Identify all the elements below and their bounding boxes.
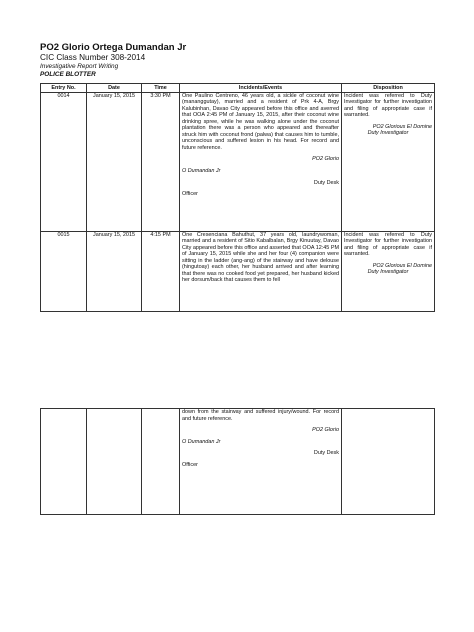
incident-text: down from the stairway and suffered injury/wound. For record and future reference. bbox=[182, 409, 339, 422]
disposition-text: Incident was referred to Duty Investigator for further investigation and filing of appropriate case if warranted. bbox=[344, 92, 432, 119]
investigator-name: PO2 Glorious El Domine bbox=[372, 262, 432, 269]
table-header-row bbox=[41, 84, 435, 93]
column-header-time: Time bbox=[142, 84, 180, 93]
signature-name-line-1: PO2 Glorio bbox=[312, 156, 339, 163]
disposition-cell bbox=[342, 92, 435, 231]
author-name: PO2 Glorio Ortega Dumandan Jr bbox=[40, 42, 187, 53]
signature-title: Duty Desk bbox=[313, 450, 339, 457]
continuation-table bbox=[40, 408, 435, 515]
blotter-title: POLICE BLOTTER bbox=[40, 71, 96, 78]
entry-time: 3:30 PM bbox=[142, 92, 180, 231]
column-header-date: Date bbox=[87, 84, 142, 93]
disposition-cell bbox=[342, 409, 435, 515]
signature-officer: Officer bbox=[182, 461, 198, 468]
incident-cell bbox=[180, 231, 342, 311]
signature-name-line-2: O Dumandan Jr bbox=[182, 168, 221, 175]
investigator-title: Duty Investigator bbox=[367, 130, 409, 137]
signature-name-line-2: O Dumandan Jr bbox=[182, 438, 221, 445]
table-row bbox=[41, 92, 435, 231]
entry-time: 4:15 PM bbox=[142, 231, 180, 311]
column-header-incidents: Incidents/Events bbox=[180, 84, 342, 93]
entry-number: 0015 bbox=[41, 231, 87, 311]
police-blotter-table bbox=[40, 83, 435, 312]
entry-number: 0014 bbox=[41, 92, 87, 231]
signature-title: Duty Desk bbox=[313, 179, 339, 186]
signature-officer: Officer bbox=[182, 191, 198, 198]
signature-name-line-1: PO2 Glorio bbox=[312, 427, 339, 434]
investigator-name: PO2 Glorious El Domine bbox=[372, 123, 432, 130]
entry-number bbox=[41, 409, 87, 515]
entry-date bbox=[87, 409, 142, 515]
incident-cell bbox=[180, 409, 342, 515]
disposition-cell bbox=[342, 231, 435, 311]
entry-date: January 15, 2015 bbox=[87, 231, 142, 311]
incident-text: One Paulino Centreno, 46 years old, a sickle of coconut wine (mananggutay), married and a resident of Prk 4-A, Brgy Kalubinhan, Davao City appeared before this office and averred that OOA 2:45 PM of January 15, 2015, after their coconut wine drinking spree, while he was walking alone under the coconut plantation there was a person who appeared and thereafter struck him with coconut frond (palwa) that causes him to tumble, unconscious and suffered lesion in his head. For record and future reference. bbox=[182, 92, 339, 151]
entry-date: January 15, 2015 bbox=[87, 92, 142, 231]
disposition-text: Incident was referred to Duty Investigator for further investigation and filing of appropriate case if warranted. bbox=[344, 231, 432, 258]
document-header bbox=[40, 42, 186, 79]
column-header-entry: Entry No. bbox=[41, 84, 87, 93]
table-row bbox=[41, 409, 435, 515]
investigator-title: Duty Investigator bbox=[367, 269, 409, 276]
entry-time bbox=[142, 409, 180, 515]
incident-cell bbox=[180, 92, 342, 231]
column-header-disposition: Disposition bbox=[342, 84, 435, 93]
table-row bbox=[41, 231, 435, 311]
incident-text: One Cresenciana Bahuthut, 37 years old, laundrywoman, married and a resident of Sitio Kabalbalan, Brgy Kinuutay, Davao City appeared before this office and asserted that OOA 12:45 PM of January 15, 2015 while she and her four (4) companion were sitting in the ladder (ang-ang) of the stairway and have delouse (hingutoay) each other, her husband arrived and after learning that there was no cooked food yet prepared, her husband kicked her dorsum/back that causes them to fell bbox=[182, 231, 339, 284]
class-number: CIC Class Number 308-2014 bbox=[40, 53, 146, 62]
subject-title: Investigative Report Writing bbox=[40, 63, 119, 70]
